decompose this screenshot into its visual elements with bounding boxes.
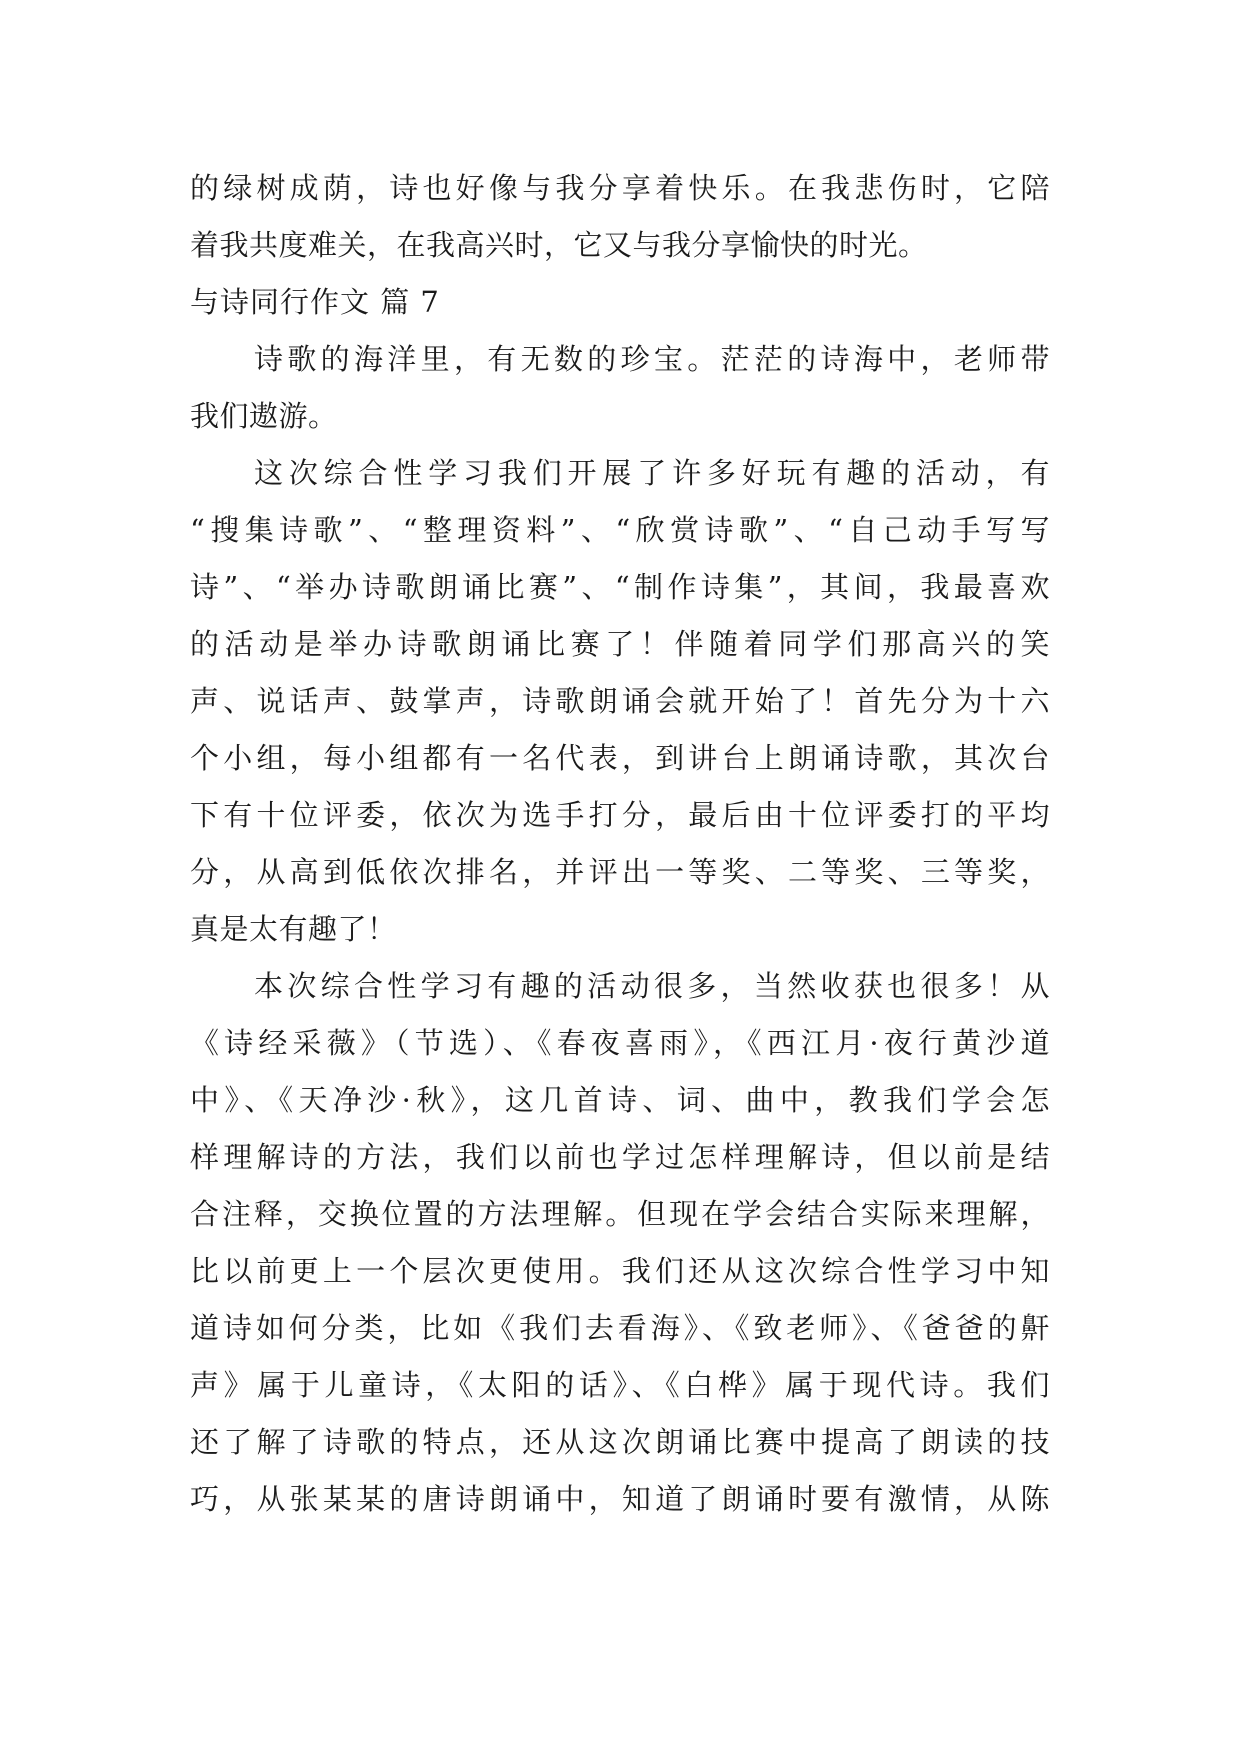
paragraph-line: 合注释，交换位置的方法理解。但现在学会结合实际来理解， [190, 1197, 1050, 1231]
paragraph-line: 巧，从张某某的唐诗朗诵中，知道了朗诵时要有激情，从陈 [190, 1482, 1050, 1516]
paragraph-line: 诗歌的海洋里，有无数的珍宝。茫茫的诗海中，老师带 [254, 342, 1050, 376]
paragraph-line: 本次综合性学习有趣的活动很多，当然收获也很多！从 [254, 969, 1050, 1003]
paragraph-line: 样理解诗的方法，我们以前也学过怎样理解诗，但以前是结 [190, 1140, 1050, 1174]
paragraph-line: 的活动是举办诗歌朗诵比赛了！伴随着同学们那高兴的笑 [190, 627, 1050, 661]
paragraph-line: 我们遨游。 [190, 399, 338, 433]
paragraph-line: 比以前更上一个层次更使用。我们还从这次综合性学习中知 [190, 1254, 1050, 1288]
paragraph-line: 声、说话声、鼓掌声，诗歌朗诵会就开始了！首先分为十六 [190, 684, 1050, 718]
paragraph-line: 分，从高到低依次排名，并评出一等奖、二等奖、三等奖， [190, 855, 1050, 889]
paragraph-line: 诗”、“举办诗歌朗诵比赛”、“制作诗集”，其间，我最喜欢 [190, 570, 1050, 604]
paragraph-line: 《诗经采薇》（节选）、《春夜喜雨》，《西江月·夜行黄沙道 [190, 1026, 1050, 1060]
paragraph-line: 这次综合性学习我们开展了许多好玩有趣的活动，有 [254, 456, 1050, 490]
paragraph-line: “搜集诗歌”、“整理资料”、“欣赏诗歌”、“自己动手写写 [190, 513, 1050, 547]
paragraph-line: 声》属于儿童诗，《太阳的话》、《白桦》属于现代诗。我们 [190, 1368, 1050, 1402]
paragraph-line: 着我共度难关，在我高兴时，它又与我分享愉快的时光。 [190, 228, 928, 262]
paragraph-line: 的绿树成荫，诗也好像与我分享着快乐。在我悲伤时，它陪 [190, 171, 1050, 205]
paragraph-line: 中》、《天净沙·秋》，这几首诗、词、曲中，教我们学会怎 [190, 1083, 1050, 1117]
section-heading: 与诗同行作文 篇 7 [190, 285, 440, 319]
paragraph-line: 下有十位评委，依次为选手打分，最后由十位评委打的平均 [190, 798, 1050, 832]
document-page [190, 160, 1050, 1528]
paragraph-line: 还了解了诗歌的特点，还从这次朗诵比赛中提高了朗读的技 [190, 1425, 1050, 1459]
paragraph-line: 道诗如何分类，比如《我们去看海》、《致老师》、《爸爸的鼾 [190, 1311, 1050, 1345]
paragraph-line: 个小组，每小组都有一名代表，到讲台上朗诵诗歌，其次台 [190, 741, 1050, 775]
paragraph-line: 真是太有趣了！ [190, 912, 397, 946]
